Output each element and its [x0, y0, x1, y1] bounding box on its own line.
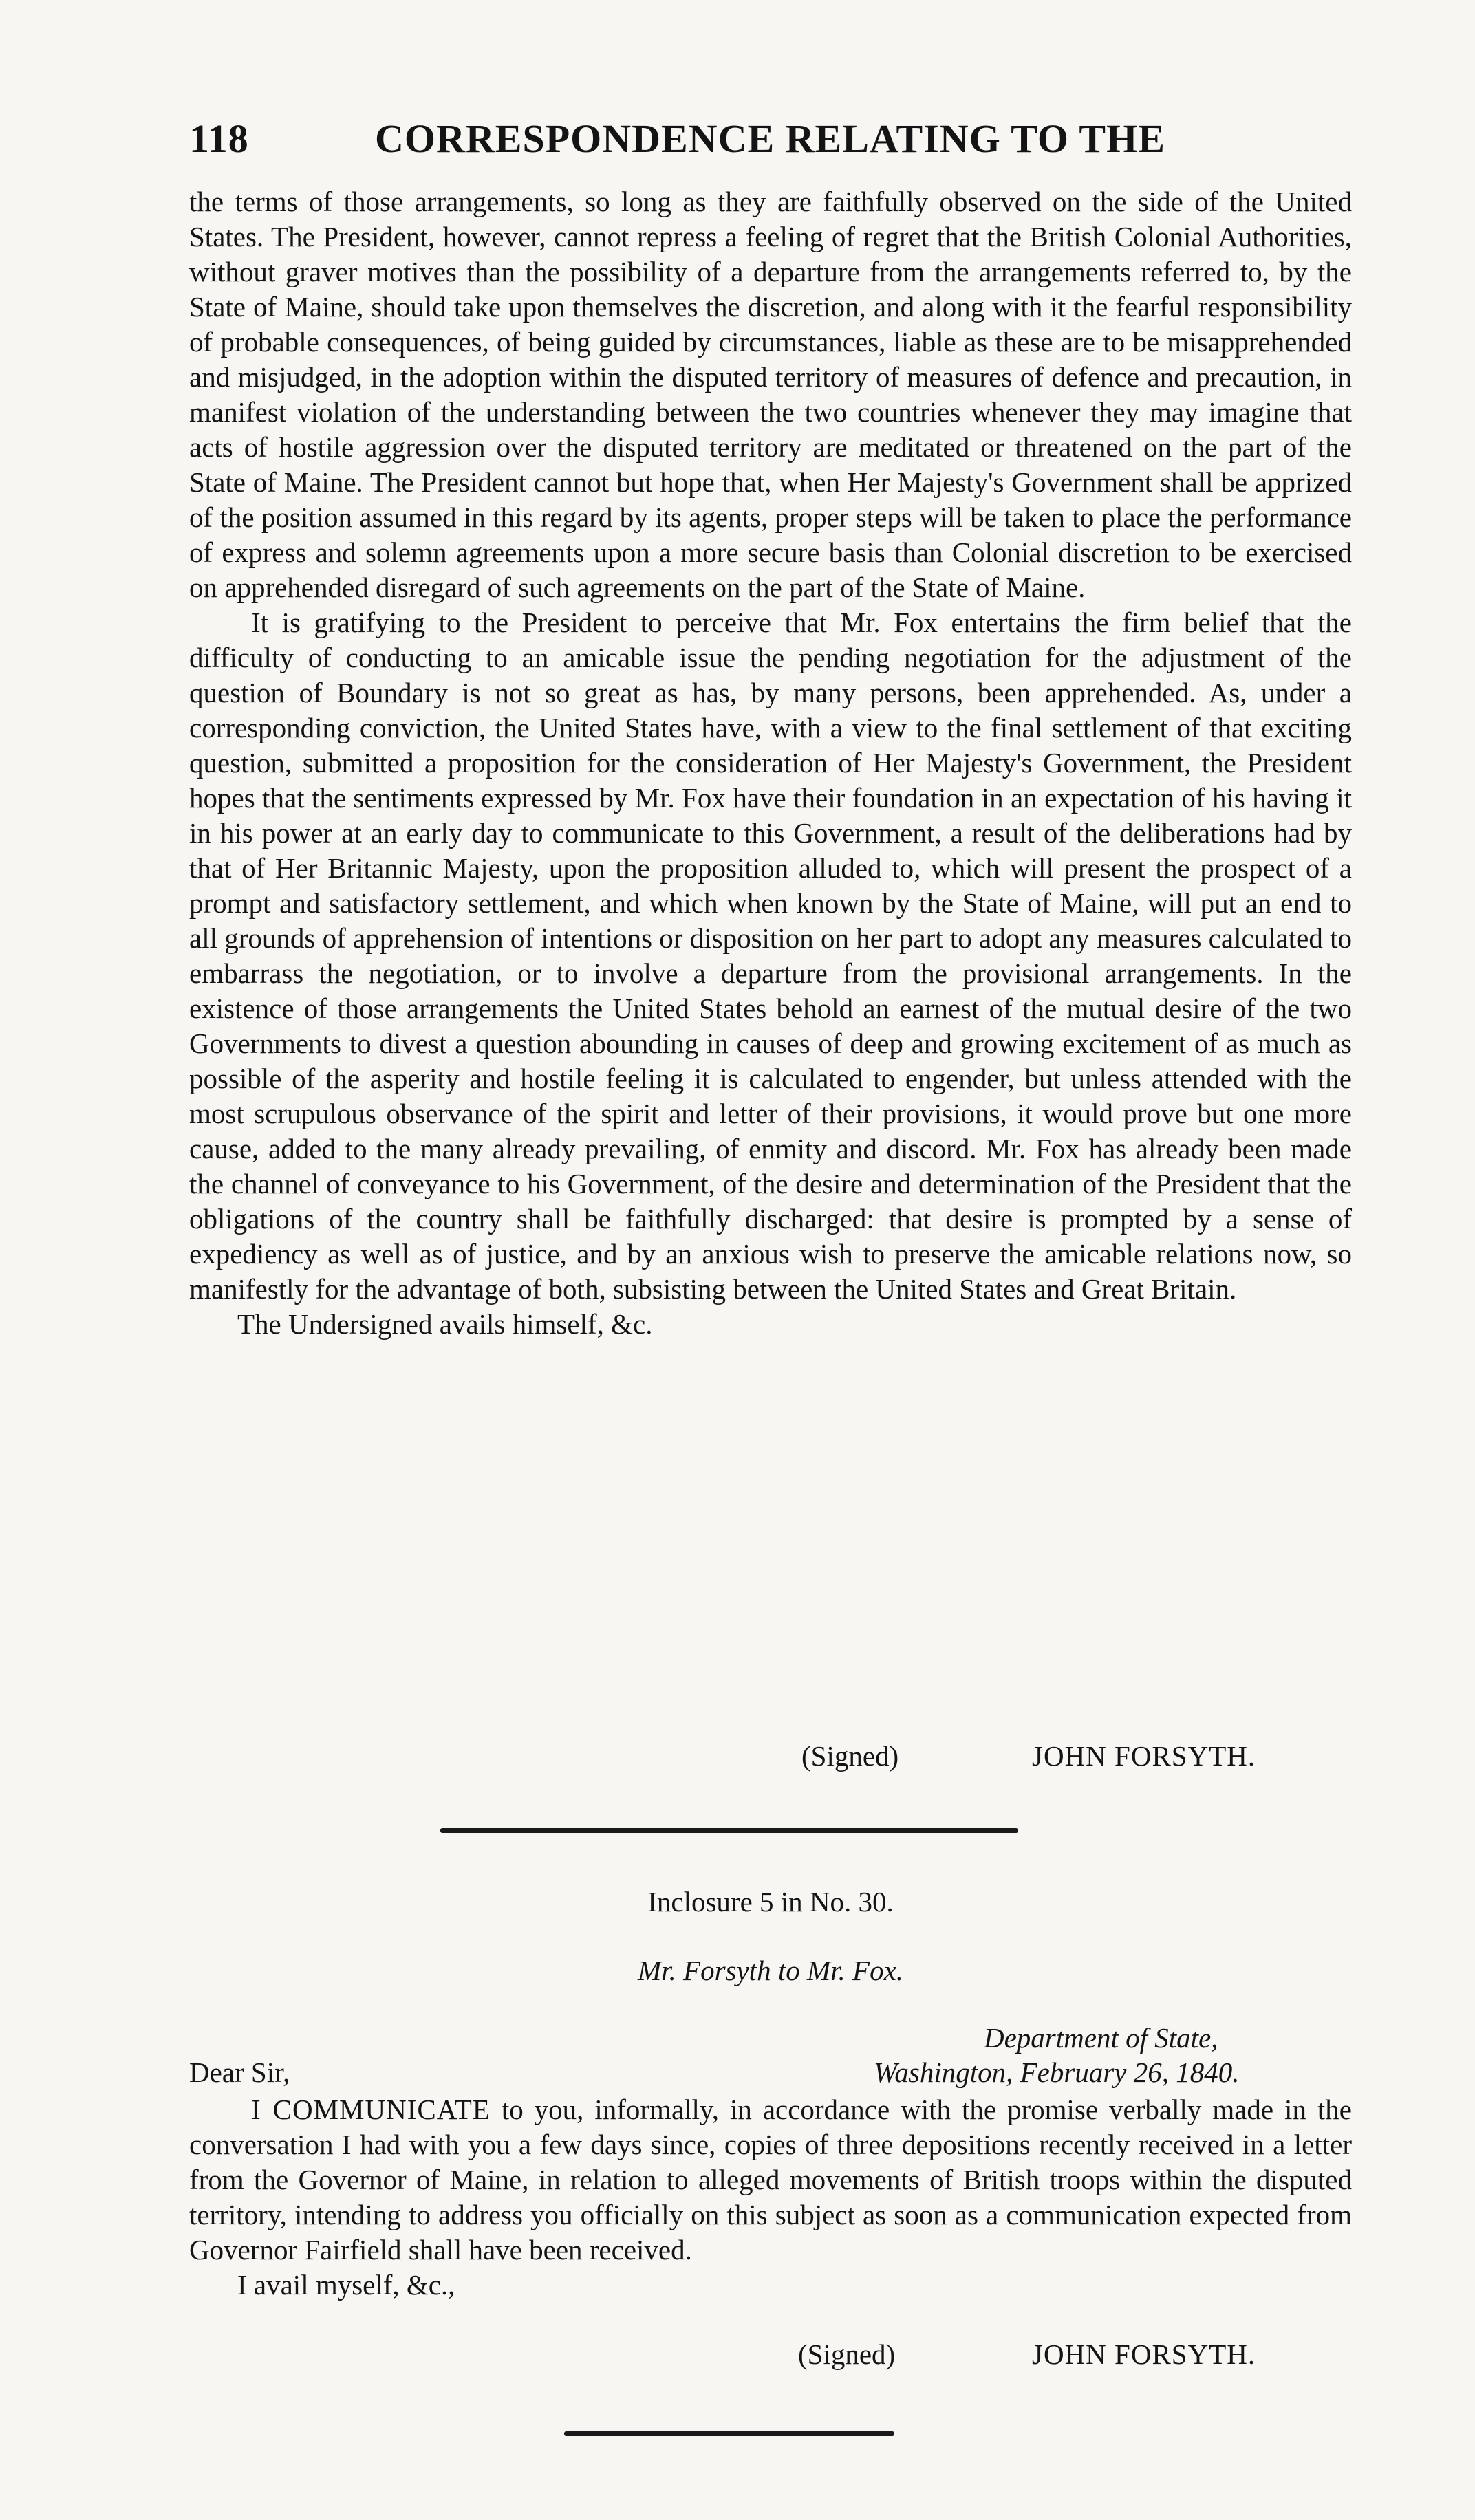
paragraph-continuation: the terms of those arrangements, so long as they are faithfully observed on the side of the United States. The President, however, cannot repress a feeling of regret that the British Colonial Authorities, without graver motives than the possibility of a departure from the arrangements referred to, by the State of Maine, should take upon themselves the discretion, and along with it the fearful responsibility of probable consequences, of being guided by circumstances, liable as these are to be misapprehended and misjudged, in the adoption within the disputed territory of measures of defence and precaution, in manifest violation of the understanding between the two countries whenever they may imagine that acts of hostile aggression over the disputed territory are meditated or threatened on the part of the State of Maine. The President cannot but hope that, when Her Majesty's Government shall be apprized of the position assumed in this regard by its agents, proper steps will be taken to place the performance of express and solemn agreements upon a more secure basis than Colonial discretion to be exercised on apprehended disregard of such agreements on the part of the State of Maine. [189, 186, 1352, 603]
page-number: 118 [189, 116, 249, 161]
end-divider [564, 2431, 894, 2436]
page-header [189, 116, 1359, 171]
letter-body [189, 184, 1352, 1342]
paragraph-main: It is gratifying to the President to perceive that Mr. Fox entertains the firm belief that the difficulty of conducting to an amicable issue the pending negotiation for the adjustment of the question of Boundary is not so great as has, by many persons, been apprehended. As, under a corresponding conviction, the United States have, with a view to the final settlement of that exciting question, submitted a proposition for the consideration of Her Majesty's Government, the President hopes that the sentiments expressed by Mr. Fox have their foundation in an expectation of his having it in his power at an early day to communicate to this Government, a result of the deliberations had by that of Her Britannic Majesty, upon the proposition alluded to, which will present the prospect of a prompt and satisfactory settlement, and which when known by the State of Maine, will put an end to all grounds of apprehension of intentions or disposition on her part to adopt any measures calculated to embarrass the negotiation, or to involve a departure from the provisional arrangements. In the existence of those arrangements the United States behold an earnest of the mutual desire of the two Governments to divest a question abounding in causes of deep and growing excitement of as much as possible of the asperity and hostile feeling it is calculated to engender, but unless attended with the most scrupulous observance of the spirit and letter of their provisions, it would prove but one more cause, added to the many already prevailing, of enmity and discord. Mr. Fox has already been made the channel of conveyance to his Government, of the desire and determination of the President that the obligations of the country shall be faithfully discharged: that desire is prompted by a sense of expediency as well as of justice, and by an anxious wish to preserve the amicable relations now, so manifestly for the advantage of both, subsisting between the United States and Great Britain. [189, 607, 1352, 1305]
section-divider [440, 1828, 1018, 1833]
letter-closing: I avail myself, &c., [237, 2269, 455, 2301]
signer-name: JOHN FORSYTH. [1032, 1740, 1256, 1772]
signature-block-2 [0, 2337, 1475, 2373]
dateline-department: Department of State, [984, 2022, 1218, 2054]
inclosure-subheading: Mr. Forsyth to Mr. Fox. [637, 1955, 904, 1986]
signature-block-1 [0, 1739, 1475, 1774]
signed-label-2: (Signed) [798, 2338, 896, 2370]
dateline-place-date: Washington, February 26, 1840. [874, 2056, 1240, 2088]
salutation: Dear Sir, [189, 2056, 290, 2088]
inclosure-heading: Inclosure 5 in No. 30. [647, 1886, 894, 1918]
paragraph-closing: The Undersigned avails himself, &c. [237, 1308, 653, 1340]
running-head: CORRESPONDENCE RELATING TO THE [375, 116, 1165, 161]
signer-name-2: JOHN FORSYTH. [1032, 2338, 1256, 2370]
letter-text: to you, informally, in accordance with the promise verbally made in the conversation I had with you a few days since, copies of three depositions recently received in a letter from the Governor of Maine, in relation to alleged movements of British troops within the disputed territory, intending to address you officially on this subject as soon as a communication expected from Governor Fairfield shall have been received. [189, 2094, 1352, 2266]
inclosure-letter [189, 2092, 1352, 2303]
letter-lead: I COMMUNICATE [251, 2094, 491, 2125]
signed-label: (Signed) [801, 1740, 899, 1772]
